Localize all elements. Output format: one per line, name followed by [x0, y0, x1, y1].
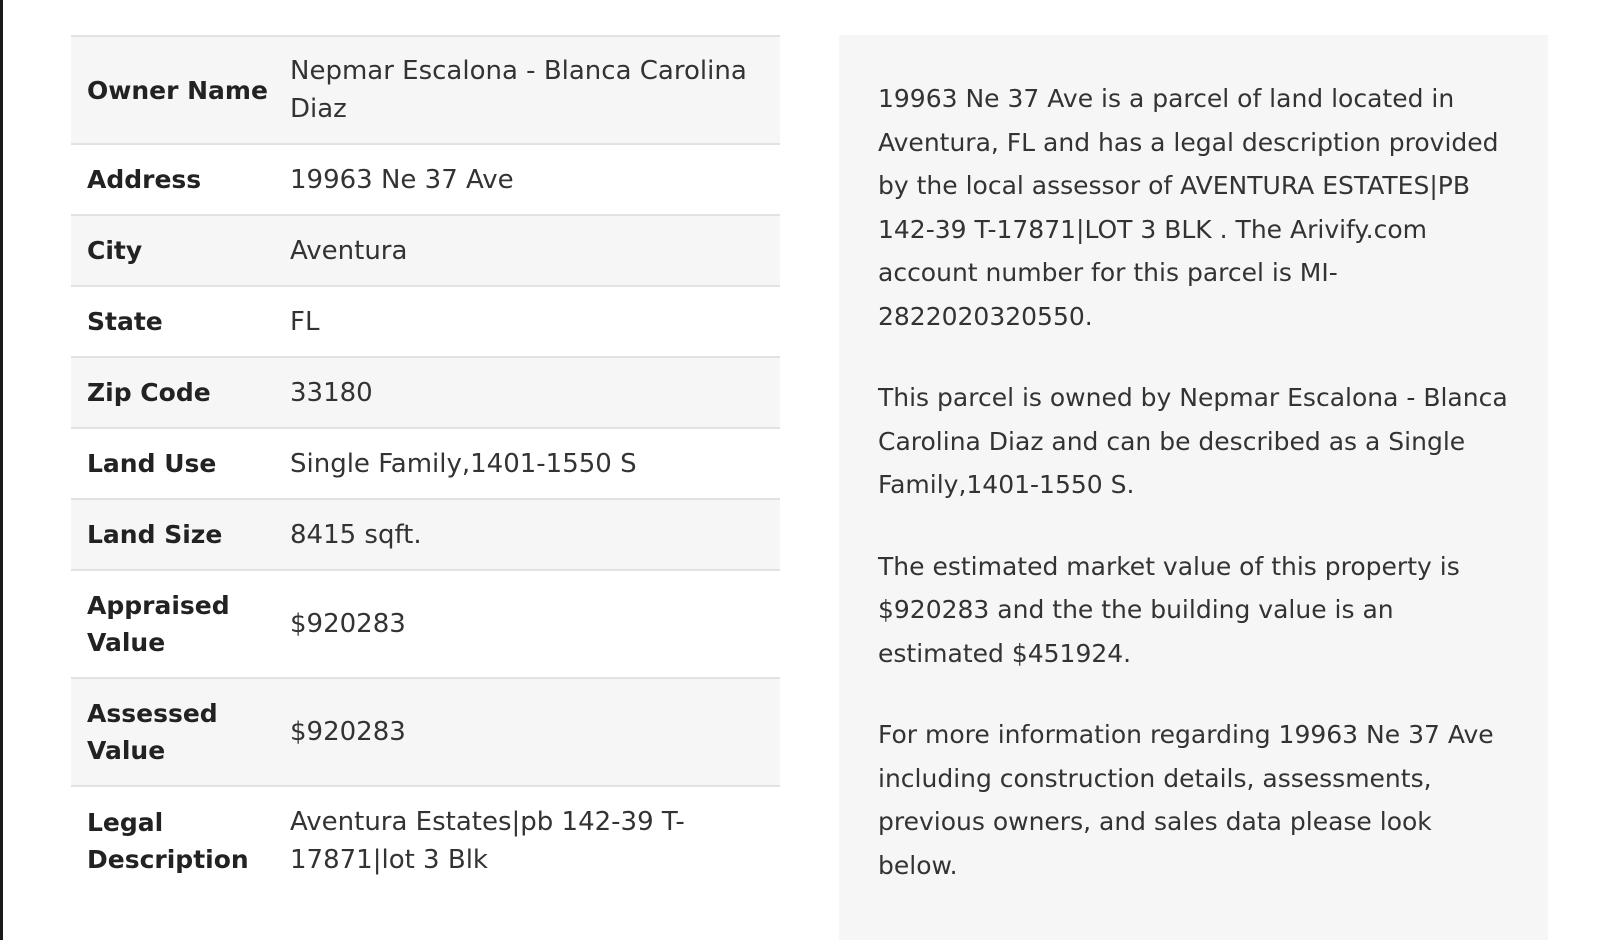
- row-value: 33180: [290, 377, 373, 408]
- page-left-border: [0, 0, 3, 940]
- property-details-table: [71, 35, 780, 895]
- row-value: FL: [290, 306, 320, 337]
- description-paragraph-value: The estimated market value of this property is $920283 and the the building value is an estimated $451924.: [878, 551, 1460, 668]
- row-value: $920283: [290, 717, 406, 747]
- table-row-state: [71, 287, 780, 358]
- row-value: $920283: [290, 609, 406, 639]
- table-row-legal-description: [71, 787, 780, 895]
- row-value: 8415 sqft.: [290, 519, 422, 550]
- table-row-city: [71, 216, 780, 287]
- table-row-owner-name: [71, 37, 780, 145]
- row-value: Aventura: [290, 235, 408, 266]
- row-label: City: [87, 236, 143, 265]
- description-paragraph-location: 19963 Ne 37 Ave is a parcel of land located in Aventura, FL and has a legal description provided by the local assessor of AVENTURA ESTATES|PB 142-39 T-17871|LOT 3 BLK . The Arivify.com account number for this parcel is MI-2822020320550.: [878, 84, 1499, 331]
- table-row-address: [71, 145, 780, 216]
- description-paragraph-more-info: For more information regarding 19963 Ne 37 Ave including construction details, assessments, previous owners, and sales data please look below.: [878, 720, 1494, 880]
- description-paragraph-ownership: This parcel is owned by Nepmar Escalona - Blanca Carolina Diaz and can be described as a Single Family,1401-1550 S.: [878, 383, 1508, 499]
- table-row-appraised-value: [71, 571, 780, 679]
- row-label: Legal Description: [87, 808, 249, 874]
- table-row-land-size: [71, 500, 780, 571]
- row-value: 19963 Ne 37 Ave: [290, 164, 514, 195]
- row-label: Zip Code: [87, 378, 211, 407]
- property-description-panel: [839, 35, 1548, 940]
- row-label: Assessed Value: [87, 699, 218, 765]
- row-label: Land Size: [87, 520, 223, 549]
- row-value: Aventura Estates|pb 142-39 T-17871|lot 3 Blk: [290, 807, 685, 875]
- table-row-assessed-value: [71, 679, 780, 787]
- row-label: Land Use: [87, 449, 217, 478]
- row-label: Owner Name: [87, 75, 268, 105]
- row-label: Appraised Value: [87, 591, 230, 657]
- table-row-land-use: [71, 429, 780, 500]
- row-label: Address: [87, 165, 202, 194]
- row-label: State: [87, 307, 163, 336]
- row-value: Nepmar Escalona - Blanca Carolina Diaz: [290, 56, 747, 124]
- table-row-zip-code: [71, 358, 780, 429]
- row-value: Single Family,1401-1550 S: [290, 448, 637, 479]
